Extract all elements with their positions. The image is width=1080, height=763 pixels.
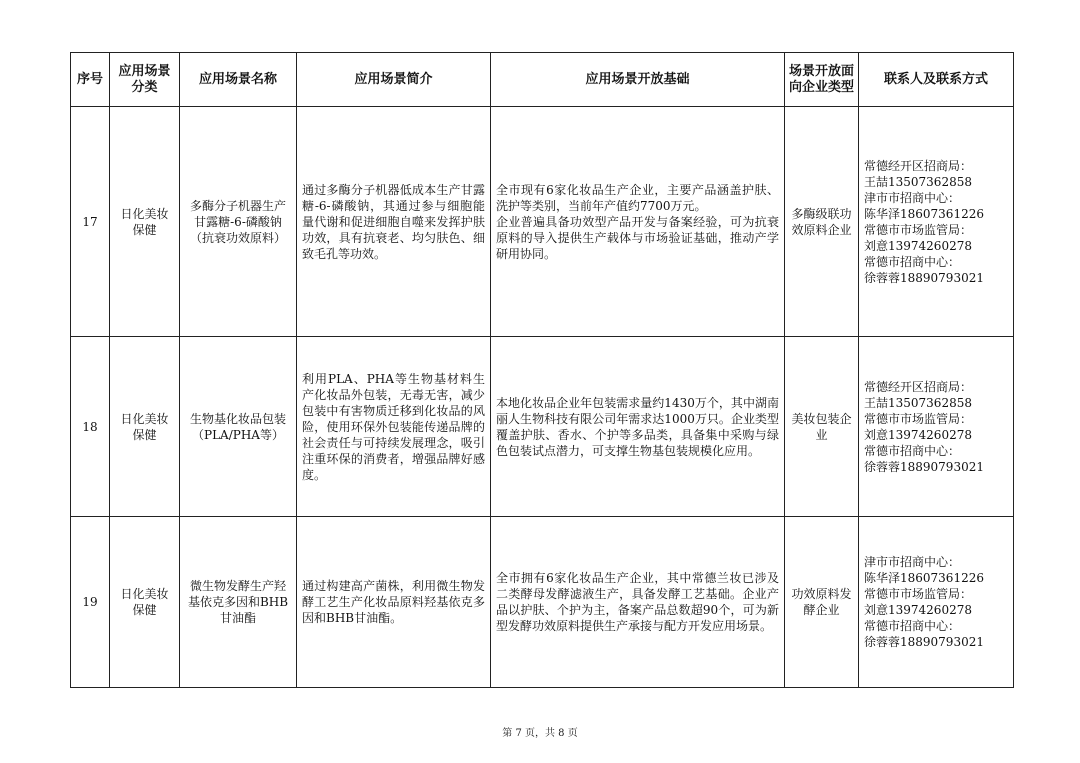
contact-line: 常德市市场监管局： bbox=[864, 411, 973, 426]
contact-line: 徐蓉蓉18890793021 bbox=[864, 635, 984, 649]
row-category: 日化美妆保健 bbox=[110, 517, 180, 688]
contact-line: 王喆13507362858 bbox=[864, 395, 972, 410]
row-basis bbox=[491, 517, 785, 688]
header-name: 应用场景名称 bbox=[180, 53, 297, 107]
contact-line: 陈华泽18607361226 bbox=[864, 571, 984, 585]
row-name: 多酶分子机器生产甘露糖-6-磷酸钠（抗衰功效原料） bbox=[180, 107, 297, 337]
contact-line: 刘意13974260278 bbox=[864, 603, 972, 617]
basis-paragraph: 企业普遍具备功效型产品开发与备案经验，可为抗衰原料的导入提供生产载体与市场验证基础，推动产学研用协同。 bbox=[496, 214, 779, 261]
row-intro: 通过构建高产菌株，利用微生物发酵工艺生产化妆品原料羟基依克多因和BHB甘油酯。 bbox=[297, 517, 491, 688]
row-category: 日化美妆保健 bbox=[110, 107, 180, 337]
row-basis bbox=[491, 107, 785, 337]
header-category: 应用场景分类 bbox=[110, 53, 180, 107]
row-name: 生物基化妆品包装（PLA/PHA等） bbox=[180, 337, 297, 517]
contact-line: 徐蓉蓉18890793021 bbox=[864, 459, 984, 474]
contact-line: 常德经开区招商局： bbox=[864, 379, 973, 394]
contact-line: 常德市招商中心： bbox=[864, 443, 961, 458]
row-seq: 17 bbox=[71, 107, 110, 337]
contact-line: 刘意13974260278 bbox=[864, 238, 972, 253]
table-row bbox=[71, 337, 1014, 517]
row-contacts bbox=[859, 107, 1014, 337]
row-basis bbox=[491, 337, 785, 517]
contact-line: 王喆13507362858 bbox=[864, 174, 972, 189]
row-enterprise-type: 美妆包装企业 bbox=[785, 337, 859, 517]
row-enterprise-type: 功效原料发酵企业 bbox=[785, 517, 859, 688]
row-name: 微生物发酵生产羟基依克多因和BHB甘油酯 bbox=[180, 517, 297, 688]
header-basis: 应用场景开放基础 bbox=[491, 53, 785, 107]
page-footer: 第 7 页，共 8 页 bbox=[502, 728, 578, 739]
contact-line: 津市市招商中心： bbox=[864, 190, 961, 205]
table-row bbox=[71, 107, 1014, 337]
row-enterprise-type: 多酶级联功效原料企业 bbox=[785, 107, 859, 337]
basis-paragraph: 本地化妆品企业年包装需求量约1430万个，其中湖南丽人生物科技有限公司年需求达1000万只。企业类型覆盖护肤、香水、个护等多品类，具备集中采购与绿色包装试点潜力，可支撑生物基包装规模化应用。 bbox=[496, 395, 779, 458]
contact-line: 刘意13974260278 bbox=[864, 427, 972, 442]
row-category: 日化美妆保健 bbox=[110, 337, 180, 517]
contact-line: 津市市招商中心： bbox=[864, 555, 961, 569]
header-contact: 联系人及联系方式 bbox=[859, 53, 1014, 107]
table-row bbox=[71, 517, 1014, 688]
header-intro: 应用场景简介 bbox=[297, 53, 491, 107]
row-contacts bbox=[859, 337, 1014, 517]
contact-line: 常德市招商中心： bbox=[864, 254, 961, 269]
row-contacts bbox=[859, 517, 1014, 688]
row-seq: 19 bbox=[71, 517, 110, 688]
row-seq: 18 bbox=[71, 337, 110, 517]
contact-line: 常德市市场监管局： bbox=[864, 222, 973, 237]
table-header-row bbox=[71, 53, 1014, 107]
basis-paragraph: 全市现有6家化妆品生产企业，主要产品涵盖护肤、洗护等类别，当前年产值约7700万元。 bbox=[496, 182, 779, 213]
row-intro: 利用PLA、PHA等生物基材料生产化妆品外包装，无毒无害，减少包装中有害物质迁移到化妆品的风险，使用环保外包装能传递品牌的社会责任与可持续发展理念，吸引注重环保的消费者，增强品牌好感度。 bbox=[297, 337, 491, 517]
row-intro: 通过多酶分子机器低成本生产甘露糖-6-磷酸钠，其通过参与细胞能量代谢和促进细胞自噬来发挥护肤功效，具有抗衰老、均匀肤色、细致毛孔等功效。 bbox=[297, 107, 491, 337]
basis-paragraph: 全市拥有6家化妆品生产企业，其中常德兰妆已涉及二类酵母发酵滤液生产，具备发酵工艺基础。企业产品以护肤、个护为主，备案产品总数超90个，可为新型发酵功效原料提供生产承接与配方开发应用场景。 bbox=[496, 571, 779, 633]
contact-line: 常德市市场监管局： bbox=[864, 587, 973, 601]
contact-line: 常德市招商中心： bbox=[864, 619, 961, 633]
scenario-table bbox=[70, 52, 1014, 688]
contact-line: 陈华泽18607361226 bbox=[864, 206, 984, 221]
contact-line: 常德经开区招商局： bbox=[864, 158, 973, 173]
header-seq: 序号 bbox=[71, 53, 110, 107]
contact-line: 徐蓉蓉18890793021 bbox=[864, 270, 984, 285]
header-enterprise-type: 场景开放面向企业类型 bbox=[785, 53, 859, 107]
